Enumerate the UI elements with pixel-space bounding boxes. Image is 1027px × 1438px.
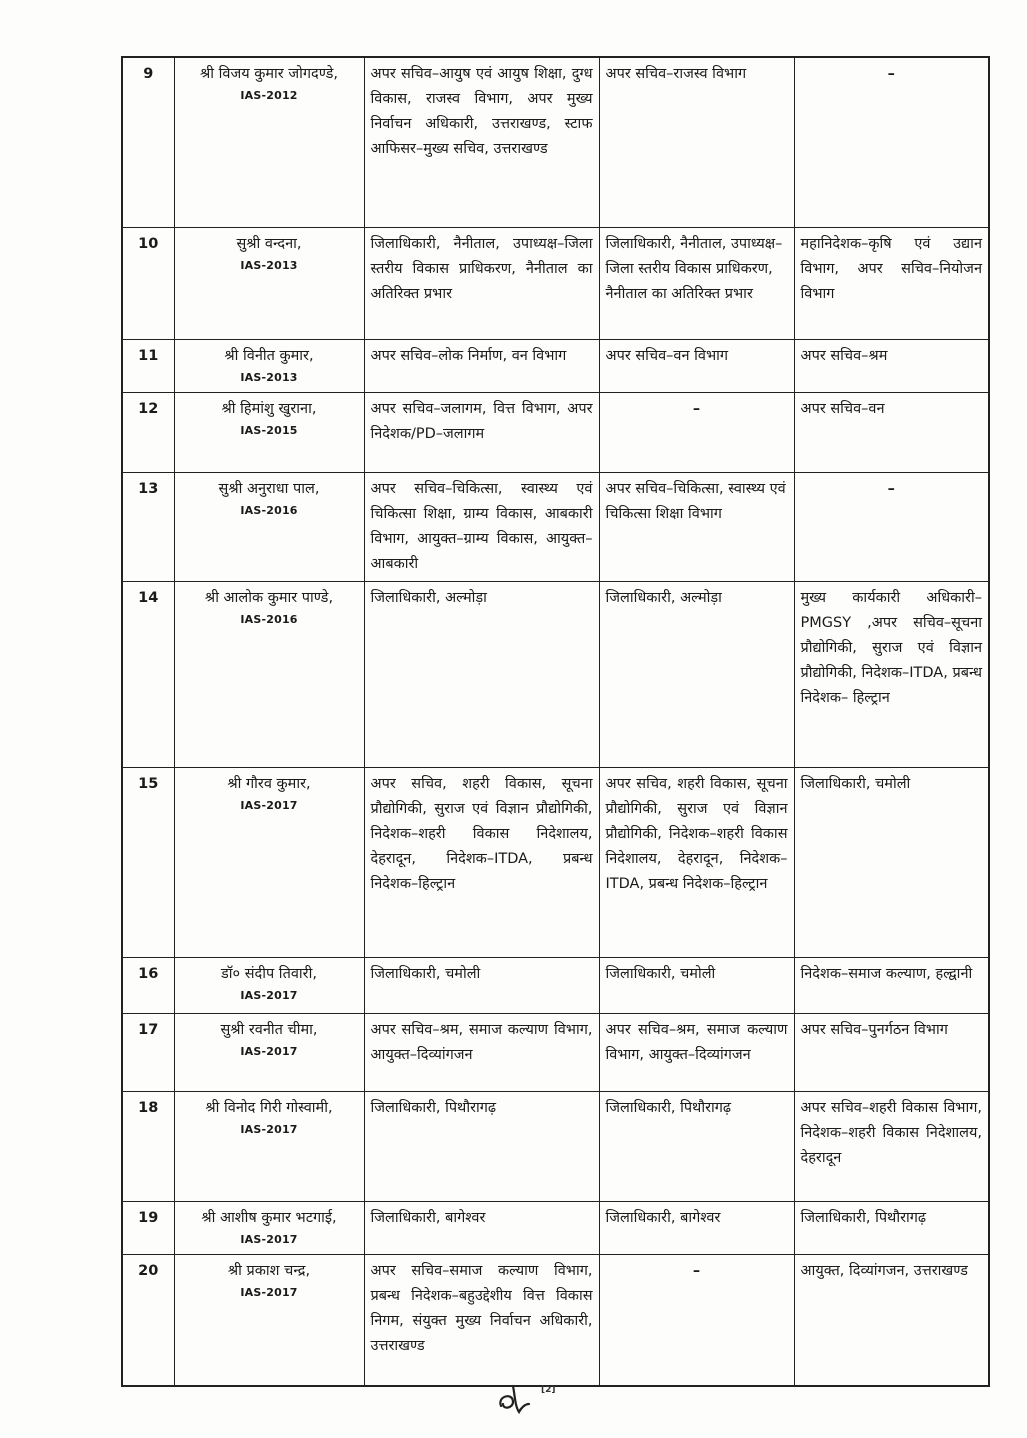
retained-posting-text: –: [692, 400, 701, 417]
officer-cell: [174, 1254, 364, 1386]
retained-posting: अपर सचिव–चिकित्सा, स्वास्थ्य एवं चिकित्सा शिक्षा विभाग: [599, 472, 794, 581]
officer-batch: IAS-2017: [240, 1232, 298, 1246]
serial-number: 17: [122, 1013, 174, 1091]
officer-batch: IAS-2017: [240, 1285, 298, 1299]
officer-name: सुश्री अनुराधा पाल,: [218, 480, 320, 497]
current-posting: अपर सचिव–श्रम, समाज कल्याण विभाग, आयुक्त–दिव्यांगजन: [364, 1013, 599, 1091]
signature-mark-icon: [495, 1378, 535, 1418]
officer-cell: [174, 227, 364, 339]
officer-batch: IAS-2013: [240, 370, 298, 384]
officer-cell: [174, 392, 364, 472]
new-posting: जिलाधिकारी, चमोली: [794, 767, 989, 957]
officer-name: श्री विनोद गिरी गोस्वामी,: [205, 1099, 333, 1116]
current-posting: अपर सचिव–आयुष एवं आयुष शिक्षा, दुग्ध विकास, राजस्व विभाग, अपर मुख्य निर्वाचन अधिकारी, उत्तराखण्ड, स्टाफ आफिसर–मुख्य सचिव, उत्तराखण्ड: [364, 57, 599, 227]
new-posting: अपर सचिव–शहरी विकास विभाग, निदेशक–शहरी विकास निदेशालय, देहरादून: [794, 1091, 989, 1201]
new-posting-text: –: [887, 480, 895, 497]
new-posting-text: –: [887, 66, 895, 82]
table-row: [122, 339, 989, 392]
retained-posting: जिलाधिकारी, पिथौरागढ़: [599, 1091, 794, 1201]
new-posting: मुख्य कार्यकारी अधिकारी–PMGSY ,अपर सचिव–सूचना प्रौद्योगिकी, सुराज एवं विज्ञान प्रौद्योगिकी, निदेशक–ITDA, प्रबन्ध निदेशक– हिल्ट्रान: [794, 581, 989, 767]
retained-posting-text: –: [692, 1262, 701, 1279]
officer-batch: IAS-2017: [240, 1122, 298, 1136]
serial-number: 18: [122, 1091, 174, 1201]
officer-name: सुश्री रवनीत चीमा,: [220, 1021, 318, 1038]
table-row: [122, 957, 989, 1013]
serial-number: 16: [122, 957, 174, 1013]
retained-posting: अपर सचिव, शहरी विकास, सूचना प्रौद्योगिकी, सुराज एवं विज्ञान प्रौद्योगिकी, निदेशक–शहरी विकास निदेशालय, देहरादून, निदेशक–ITDA, प्रबन्ध निदेशक–हिल्ट्रान: [599, 767, 794, 957]
new-posting: महानिदेशक–कृषि एवं उद्यान विभाग, अपर सचिव–नियोजन विभाग: [794, 227, 989, 339]
officer-cell: [174, 472, 364, 581]
retained-posting: अपर सचिव–वन विभाग: [599, 339, 794, 392]
officer-name: श्री प्रकाश चन्द्र,: [227, 1262, 311, 1279]
table-row: [122, 581, 989, 767]
current-posting: अपर सचिव–चिकित्सा, स्वास्थ्य एवं चिकित्सा शिक्षा, ग्राम्य विकास, आबकारी विभाग, आयुक्त–ग्राम्य विकास, आयुक्त–आबकारी: [364, 472, 599, 581]
table-row: [122, 1091, 989, 1201]
retained-posting: [599, 392, 794, 472]
officer-cell: [174, 339, 364, 392]
officer-batch: IAS-2015: [240, 423, 298, 437]
current-posting: अपर सचिव–जलागम, वित्त विभाग, अपर निदेशक/PD–जलागम: [364, 392, 599, 472]
officer-cell: [174, 957, 364, 1013]
table-row: [122, 1201, 989, 1254]
serial-number: 12: [122, 392, 174, 472]
officer-name: सुश्री वन्दना,: [236, 235, 302, 252]
new-posting: आयुक्त, दिव्यांगजन, उत्तराखण्ड: [794, 1254, 989, 1386]
current-posting: जिलाधिकारी, अल्मोड़ा: [364, 581, 599, 767]
new-posting: निदेशक–समाज कल्याण, हल्द्वानी: [794, 957, 989, 1013]
table-row: [122, 1013, 989, 1091]
officer-batch: IAS-2017: [240, 1044, 298, 1058]
table-row: [122, 1254, 989, 1386]
officer-cell: [174, 767, 364, 957]
officer-name: श्री आशीष कुमार भटगाई,: [201, 1209, 337, 1226]
officer-cell: [174, 581, 364, 767]
officer-batch: IAS-2012: [240, 89, 298, 102]
signature-initial: [495, 1378, 535, 1426]
retained-posting: जिलाधिकारी, अल्मोड़ा: [599, 581, 794, 767]
table-row: [122, 472, 989, 581]
serial-number: 13: [122, 472, 174, 581]
table-row: [122, 392, 989, 472]
retained-posting: अपर सचिव–श्रम, समाज कल्याण विभाग, आयुक्त–दिव्यांगजन: [599, 1013, 794, 1091]
page-number: [2]: [541, 1385, 556, 1395]
table-row: [122, 57, 989, 227]
new-posting: [794, 57, 989, 227]
serial-number: 11: [122, 339, 174, 392]
officer-cell: [174, 1013, 364, 1091]
serial-number: 9: [122, 57, 174, 227]
table-row: [122, 227, 989, 339]
officer-name: श्री हिमांशु खुराना,: [221, 400, 317, 417]
officer-name: श्री विनीत कुमार,: [224, 347, 314, 364]
current-posting: जिलाधिकारी, पिथौरागढ़: [364, 1091, 599, 1201]
current-posting: अपर सचिव–समाज कल्याण विभाग, प्रबन्ध निदेशक–बहुउद्देशीय वित्त विकास निगम, संयुक्त मुख्य निर्वाचन अधिकारी, उत्तराखण्ड: [364, 1254, 599, 1386]
new-posting: अपर सचिव–श्रम: [794, 339, 989, 392]
officer-name: डॉ० संदीप तिवारी,: [221, 965, 317, 982]
serial-number: 15: [122, 767, 174, 957]
new-posting: अपर सचिव–वन: [794, 392, 989, 472]
current-posting: अपर सचिव, शहरी विकास, सूचना प्रौद्योगिकी, सुराज एवं विज्ञान प्रौद्योगिकी, निदेशक–शहरी विकास निदेशालय, देहरादून, निदेशक–ITDA, प्रबन्ध निदेशक–हिल्ट्रान: [364, 767, 599, 957]
serial-number: 14: [122, 581, 174, 767]
retained-posting: जिलाधिकारी, बागेश्वर: [599, 1201, 794, 1254]
officer-name: श्री गौरव कुमार,: [227, 775, 311, 792]
retained-posting: अपर सचिव–राजस्व विभाग: [599, 57, 794, 227]
serial-number: 20: [122, 1254, 174, 1386]
document-page: [121, 56, 988, 1387]
officer-cell: [174, 57, 364, 227]
officer-cell: [174, 1201, 364, 1254]
officer-postings-table: [121, 56, 990, 1387]
new-posting: अपर सचिव–पुनर्गठन विभाग: [794, 1013, 989, 1091]
current-posting: जिलाधिकारी, बागेश्वर: [364, 1201, 599, 1254]
officer-name: श्री विजय कुमार जोगदण्डे,: [200, 66, 338, 82]
serial-number: 10: [122, 227, 174, 339]
new-posting: [794, 472, 989, 581]
officer-cell: [174, 1091, 364, 1201]
retained-posting: जिलाधिकारी, चमोली: [599, 957, 794, 1013]
serial-number: 19: [122, 1201, 174, 1254]
current-posting: जिलाधिकारी, चमोली: [364, 957, 599, 1013]
retained-posting: जिलाधिकारी, नैनीताल, उपाध्यक्ष–जिला स्तरीय विकास प्राधिकरण, नैनीताल का अतिरिक्त प्रभार: [599, 227, 794, 339]
officer-batch: IAS-2013: [240, 258, 298, 272]
retained-posting: [599, 1254, 794, 1386]
officer-name: श्री आलोक कुमार पाण्डे,: [204, 589, 334, 606]
officer-batch: IAS-2017: [240, 798, 298, 812]
new-posting: जिलाधिकारी, पिथौरागढ़: [794, 1201, 989, 1254]
current-posting: जिलाधिकारी, नैनीताल, उपाध्यक्ष–जिला स्तरीय विकास प्राधिकरण, नैनीताल का अतिरिक्त प्रभार: [364, 227, 599, 339]
table-row: [122, 767, 989, 957]
table-body: [122, 57, 989, 1386]
officer-batch: IAS-2016: [240, 612, 298, 626]
current-posting: अपर सचिव–लोक निर्माण, वन विभाग: [364, 339, 599, 392]
officer-batch: IAS-2016: [240, 503, 298, 517]
officer-batch: IAS-2017: [240, 988, 298, 1002]
